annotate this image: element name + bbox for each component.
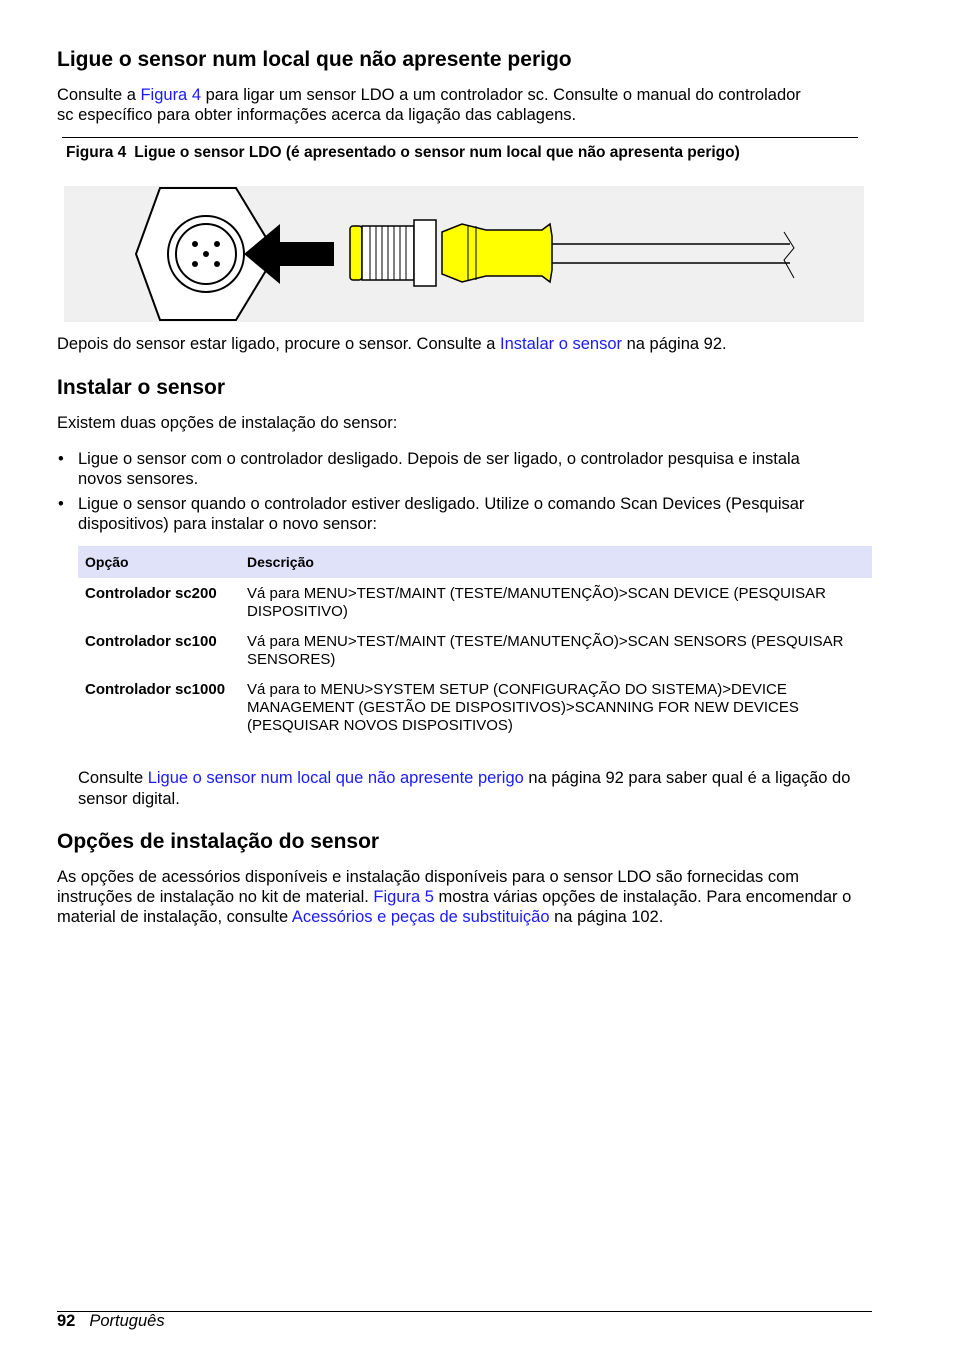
description-cell: Vá para MENU>TEST/MAINT (TESTE/MANUTENÇÃO)>SCAN DEVICE (PESQUISAR DISPOSITIVO)	[247, 585, 826, 620]
digital-connection-note: Consulte Ligue o sensor num local que não apresente perigo na página 92 para saber qual é a ligação do sensor digital.	[78, 769, 851, 808]
connect-sensor-link[interactable]: Ligue o sensor num local que não apresente perigo	[147, 769, 524, 787]
socket-pin	[214, 261, 220, 267]
figure-5-link[interactable]: Figura 5	[373, 888, 434, 906]
table-row	[78, 626, 872, 674]
sensor-connection-illustration	[64, 186, 864, 322]
table-row	[78, 674, 872, 740]
accessories-link[interactable]: Acessórios e peças de substituição	[291, 908, 550, 926]
connector-yellow-body	[442, 224, 552, 282]
option-cell: Controlador sc100	[85, 633, 217, 650]
section-heading-installation-options: Opções de instalação do sensor	[57, 830, 380, 853]
socket-pin	[192, 261, 198, 267]
installation-options-paragraph: As opções de acessórios disponíveis e instalação disponíveis para o sensor LDO são fornecidas com instruções de instalação no kit de material. Figura 5 mostra várias opções de instalação. Para encomendar o material de instalação, consulte Acessórios e peças de substituição na página 102.	[57, 868, 852, 926]
socket-pin	[203, 251, 209, 257]
footer-language: Português	[89, 1312, 165, 1330]
connector-nut	[414, 220, 436, 286]
connect-sensor-paragraph: Consulte a Figura 4 para ligar um sensor LDO a um controlador sc. Consulte o manual do controlador sc específico para obter informações acerca da ligação das cablagens.	[57, 86, 801, 124]
figure-4-link[interactable]: Figura 4	[140, 86, 201, 104]
figure-4-caption: Figura 4 Ligue o sensor LDO (é apresentado o sensor num local que não apresenta perigo)	[66, 144, 740, 161]
install-sensor-link[interactable]: Instalar o sensor	[500, 335, 622, 353]
column-header-option: Opção	[78, 546, 240, 578]
table-header-row	[78, 546, 872, 578]
section-heading-connect-sensor: Ligue o sensor num local que não apresente perigo	[57, 48, 572, 71]
page-number: 92	[57, 1312, 76, 1330]
section-heading-install-sensor: Instalar o sensor	[57, 376, 226, 399]
socket-pin	[214, 241, 220, 247]
footer-rule	[57, 1311, 872, 1312]
install-intro: Existem duas opções de instalação do sensor:	[57, 414, 398, 432]
column-header-description: Descrição	[240, 546, 872, 578]
connector-cap	[350, 226, 362, 280]
page-footer	[57, 1312, 165, 1331]
controller-options-table	[78, 546, 872, 740]
option-cell: Controlador sc200	[85, 585, 217, 602]
option-cell: Controlador sc1000	[85, 681, 226, 698]
install-options-list	[58, 449, 848, 539]
list-item: • Ligue o sensor com o controlador desligado. Depois de ser ligado, o controlador pesquisa e instala novos sensores.	[58, 450, 800, 488]
after-connection-paragraph: Depois do sensor estar ligado, procure o sensor. Consulte a Instalar o sensor na página 92.	[57, 335, 727, 353]
description-cell: Vá para MENU>TEST/MAINT (TESTE/MANUTENÇÃO)>SCAN SENSORS (PESQUISAR SENSORES)	[247, 633, 844, 668]
figure-top-rule	[62, 137, 858, 138]
description-cell: Vá para to MENU>SYSTEM SETUP (CONFIGURAÇÃO DO SISTEMA)>DEVICE MANAGEMENT (GESTÃO DE DISPOSITIVOS)>SCANNING FOR NEW DEVICES (PESQUISAR NOVOS DISPOSITIVOS)	[247, 681, 799, 734]
table-row	[78, 578, 872, 626]
socket-pin	[192, 241, 198, 247]
list-item: • Ligue o sensor quando o controlador estiver desligado. Utilize o comando Scan Devices (Pesquisar dispositivos) para instalar o novo sensor:	[58, 495, 805, 533]
